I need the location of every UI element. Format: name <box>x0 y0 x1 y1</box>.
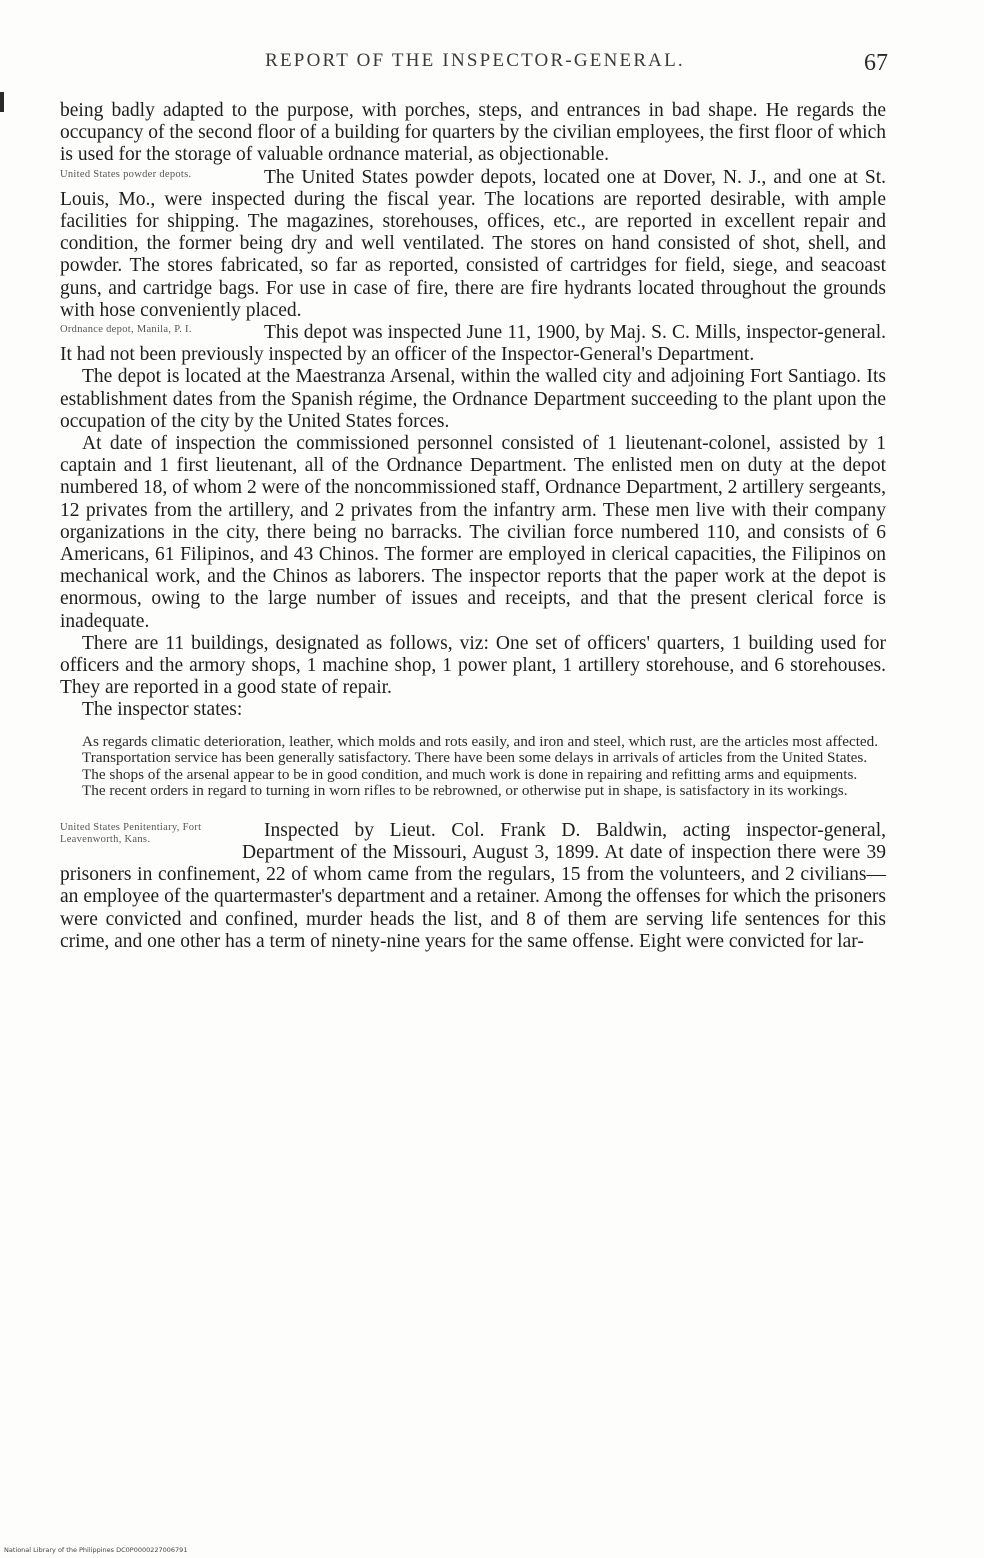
paragraph-manila-depot <box>60 322 886 366</box>
quote-paragraph: As regards climatic deterioration, leather, which molds and rots easily, and iron and steel, which rust, are the articles most affected. <box>82 732 879 750</box>
paragraph-penitentiary <box>60 820 886 953</box>
sidenote-manila-depot: Ordnance depot, Manila, P. I. <box>60 324 192 336</box>
paragraph-powder-depots-text: The United States powder depots, located one at Dover, N. J., and one at St. Louis, Mo., were inspected during the fiscal year. The locations are reported desirable, with ample facilities for shipping. The magazines, storehouses, offices, etc., are reported in excellent repair and condition, the former being dry and well ventilated. The stores on hand consisted of shot, shell, and powder. The stores fabricated, so far as reported, consisted of cartridges for field, siege, and seacoast guns, and cartridge bags. For use in case of fire, there are fire hydrants located throughout the grounds with hose conveniently placed. <box>60 166 886 321</box>
paragraph-buildings: There are 11 buildings, designated as follows, viz: One set of officers' quarters, 1 building used for officers and the armory shops, 1 machine shop, 1 power plant, 1 artillery storehouse, and 6 storehouses. They are reported in a good state of repair. <box>60 632 886 699</box>
block-quote <box>60 734 886 800</box>
body-text <box>60 100 886 953</box>
paragraph-continuation: being badly adapted to the purpose, with porches, steps, and entrances in bad shape. He regards the occupancy of the second floor of a building for quarters by the civilian employees, the first floor of which is used for the storage of valuable ordnance material, as objectionable. <box>60 100 886 166</box>
quote-paragraph: The recent orders in regard to turning in worn rifles to be rebrowned, or otherwise put in shape, is satisfactory in its workings. <box>82 782 848 800</box>
running-head <box>60 50 890 84</box>
paragraph-depot-location: The depot is located at the Maestranza Arsenal, within the walled city and adjoining Fort Santiago. Its establishment dates from the Spanish régime, the Ordnance Department succeeding to the plant upon the occupation of the city by the United States forces. <box>60 366 886 432</box>
quote-paragraph: Transportation service has been generally satisfactory. There have been some delays in arrivals of articles from the United States. <box>82 749 868 767</box>
scan-edge-mark <box>0 92 4 112</box>
paragraph-personnel: At date of inspection the commissioned personnel consisted of 1 lieutenant-colonel, assisted by 1 captain and 1 first lieutenant, all of the Ordnance Department. The enlisted men on duty at the depot numbered 18, of whom 2 were of the noncommissioned staff, Ordnance Department, 2 artillery sergeants, 12 privates from the artillery, and 2 privates from the infantry arm. These men live with their company organizations in the city, there being no barracks. The civilian force numbered 110, and consists of 6 Americans, 61 Filipinos, and 43 Chinos. The former are employed in clerical capacities, the Filipinos on mechanical work, and the Chinos as laborers. The inspector reports that the paper work at the depot is enormous, owing to the large number of issues and receipts, and that the present clerical force is inadequate. <box>60 433 886 632</box>
page-number: 67 <box>864 50 888 76</box>
quote-paragraph: The shops of the arsenal appear to be in good condition, and much work is done in repairing and refitting arms and equipments. <box>82 765 858 783</box>
paragraph-powder-depots <box>60 167 886 322</box>
paragraph-penitentiary-text: Inspected by Lieut. Col. Frank D. Baldwin, acting inspector-general, Department of the Missouri, August 3, 1899. At date of inspection there were 39 prisoners in confinement, 22 of whom came from the regulars, 15 from the volunteers, and 2 civilians—an employee of the quartermaster's department and a retainer. Among the offenses for which the prisoners were convicted and confined, murder heads the list, and 8 of them are serving life sentences for this crime, and one other has a term of ninety-nine years for the same offense. Eight were convicted for lar- <box>60 819 886 952</box>
sidenote-powder-depots: United States powder depots. <box>60 168 192 180</box>
library-stamp: National Library of the Philippines DC0P0000227006791 <box>4 1546 188 1554</box>
paragraph-manila-depot-text: This depot was inspected June 11, 1900, by Maj. S. C. Mills, inspector-general. It had not been previously inspected by an officer of the Inspector-General's Department. <box>60 322 886 366</box>
paragraph-inspector-states: The inspector states: <box>82 699 243 721</box>
running-title: REPORT OF THE INSPECTOR-GENERAL. <box>265 50 685 71</box>
sidenote-penitentiary: United States Penitentiary, Fort Leavenworth, Kans. <box>60 821 202 845</box>
